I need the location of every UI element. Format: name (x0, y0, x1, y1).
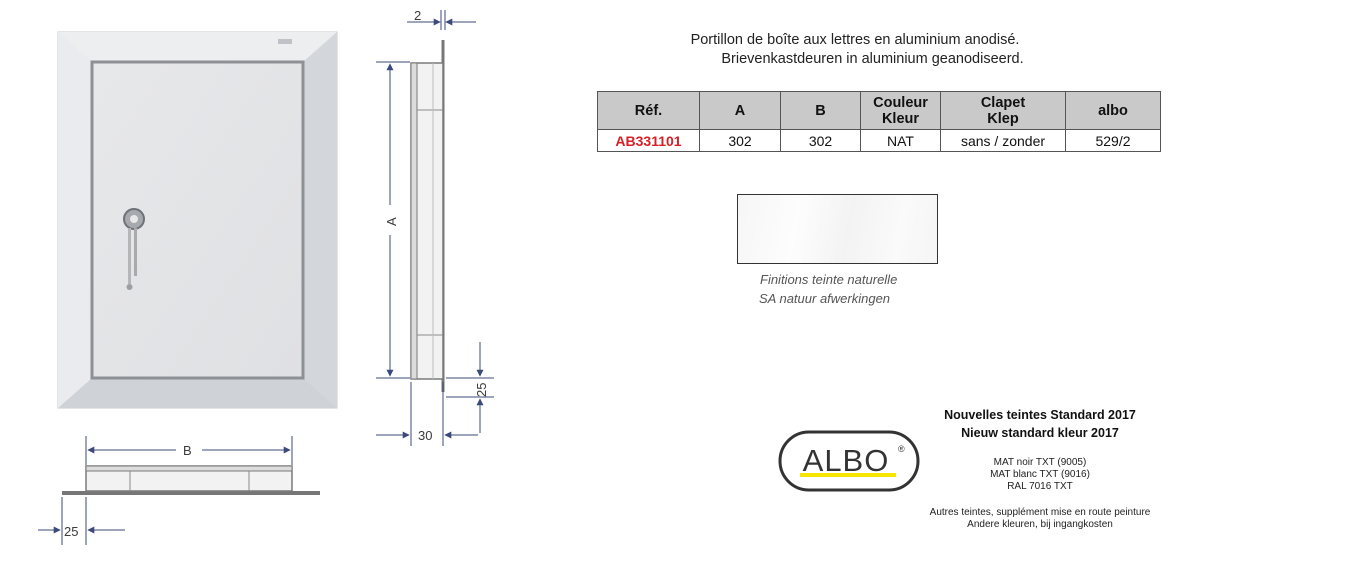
dimension-width (86, 436, 292, 465)
door-front-view (58, 32, 337, 408)
table-header-row (598, 92, 1161, 130)
spec-table (597, 91, 1161, 152)
dimension-depth (376, 382, 478, 446)
finish-color-swatch (737, 194, 938, 264)
standard-color-item: MAT blanc TXT (9016) (990, 469, 1090, 480)
albo-logo (778, 430, 920, 492)
standard-color-item: RAL 7016 TXT (1007, 481, 1073, 492)
finish-label-nl: SA natuur afwerkingen (759, 291, 891, 306)
brand-label-plate (278, 39, 292, 44)
dimension-flange-height (446, 342, 494, 433)
other-colors-note-nl: Andere kleuren, bij ingangkosten (967, 519, 1113, 530)
finish-label-fr: Finitions teinte naturelle (760, 272, 898, 287)
header-b: B (781, 92, 861, 130)
cell-color: NAT (861, 130, 941, 152)
dimension-height (376, 62, 410, 378)
standard-colors-title-nl: Nieuw standard kleur 2017 (961, 426, 1119, 440)
header-color: Couleur Kleur (861, 92, 941, 130)
dimension-width-label: B (183, 443, 192, 458)
other-colors-note-fr: Autres teintes, supplément mise en route peinture (929, 507, 1151, 518)
dimension-flange-width-label: 25 (64, 524, 79, 539)
dimension-depth-label: 30 (418, 428, 433, 443)
standard-color-item: MAT noir TXT (9005) (993, 457, 1087, 468)
door-bottom-profile (62, 466, 320, 495)
product-title-nl: Brievenkastdeuren in aluminium geanodiseerd. (721, 51, 1024, 67)
table-row (598, 130, 1161, 152)
dimension-flange-height-label: 25 (474, 382, 489, 397)
dimension-flange-width (38, 497, 125, 545)
logo-text: ALBO (802, 443, 890, 478)
dimension-thickness (407, 8, 476, 30)
product-title-fr: Portillon de boîte aux lettres en aluminium anodisé. (690, 32, 1020, 48)
header-a: A (700, 92, 781, 130)
dimension-height-label: A (384, 217, 399, 226)
cell-albo: 529/2 (1066, 130, 1161, 152)
logo-registered-mark: ® (898, 444, 905, 454)
dimension-thickness-label: 2 (414, 8, 422, 23)
door-side-profile (411, 40, 443, 392)
product-technical-drawing (0, 0, 520, 580)
header-ref: Réf. (598, 92, 700, 130)
header-albo: albo (1066, 92, 1161, 130)
cell-ref: AB331101 (598, 130, 700, 152)
cell-b: 302 (781, 130, 861, 152)
cell-flap: sans / zonder (941, 130, 1066, 152)
header-flap: Clapet Klep (941, 92, 1066, 130)
cell-a: 302 (700, 130, 781, 152)
standard-colors-title-fr: Nouvelles teintes Standard 2017 (944, 408, 1136, 422)
